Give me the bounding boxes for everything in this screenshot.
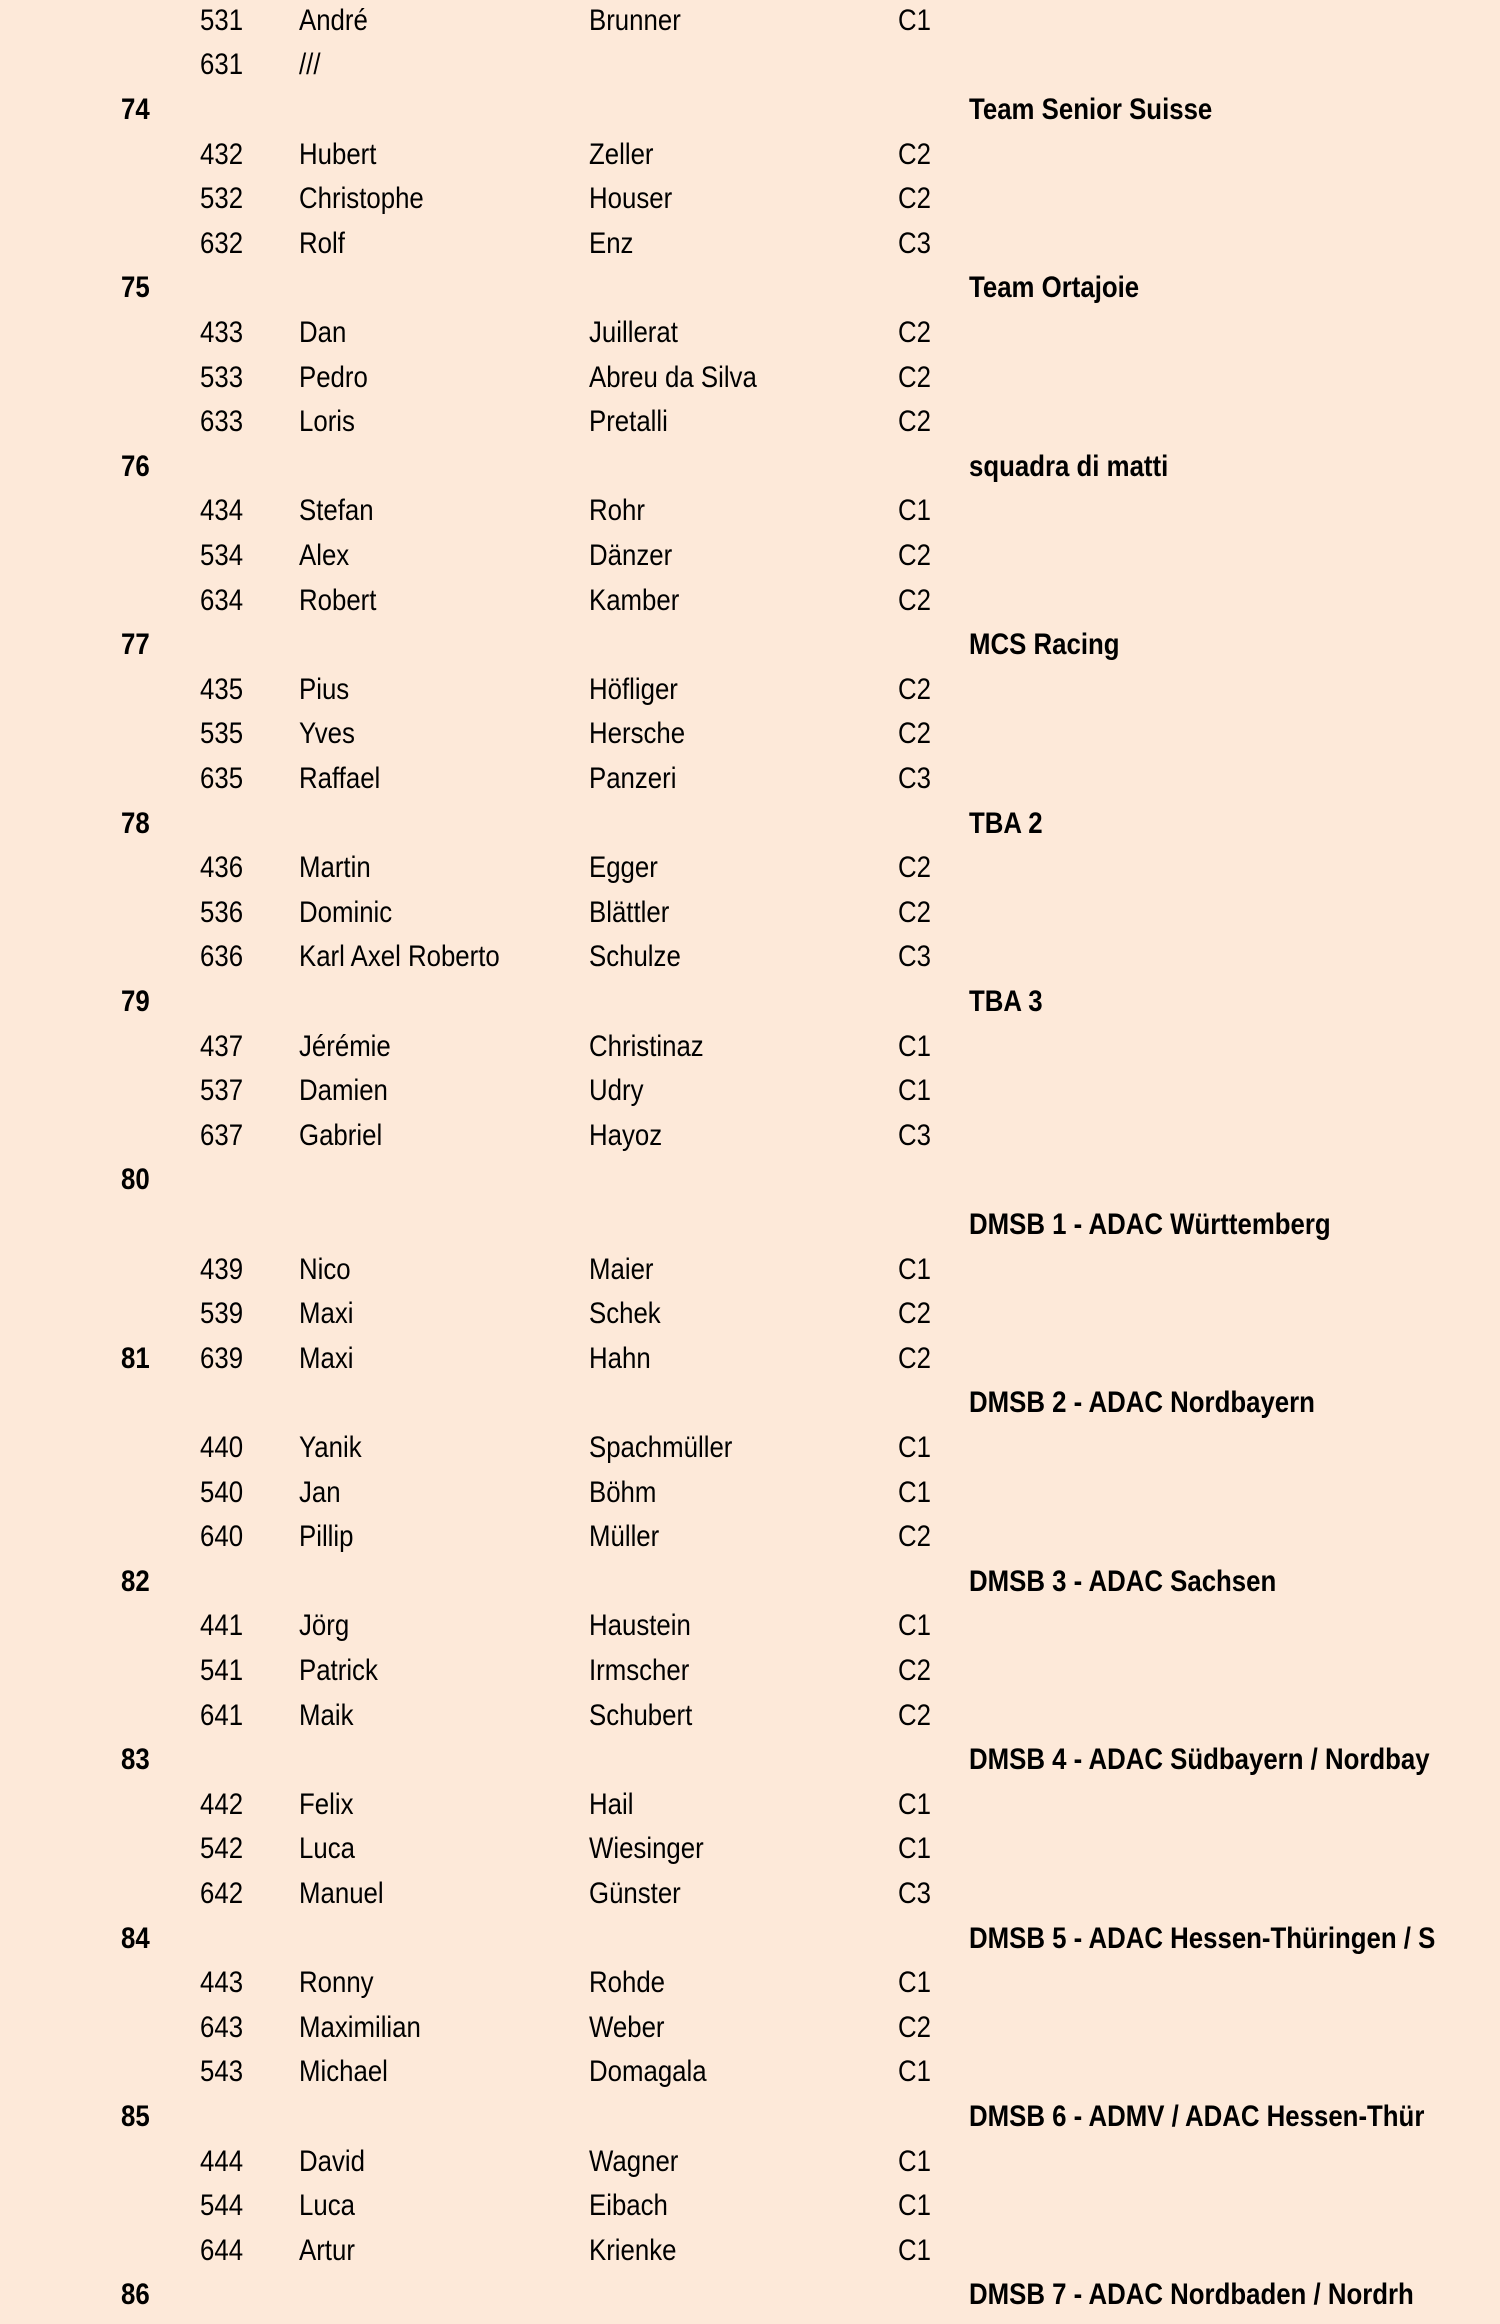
team-number: 83 [121, 1743, 150, 1777]
class-code: C2 [898, 405, 931, 439]
last-name: Weber [589, 2010, 665, 2044]
last-name: Juillerat [589, 315, 678, 349]
class-code: C2 [898, 1520, 931, 1554]
class-code: C1 [898, 2233, 931, 2267]
first-name: Luca [299, 2189, 355, 2223]
last-name: Müller [589, 1520, 660, 1554]
team-number: 77 [121, 628, 150, 662]
class-code: C2 [898, 315, 931, 349]
first-name: Raffael [299, 761, 381, 795]
first-name: Martin [299, 851, 371, 885]
last-name: Hahn [589, 1341, 651, 1375]
class-code: C3 [898, 226, 931, 260]
class-code: C1 [898, 1609, 931, 1643]
last-name: Kamber [589, 583, 680, 617]
class-code: C2 [898, 2010, 931, 2044]
last-name: Wiesinger [589, 1832, 704, 1866]
last-name: Zeller [589, 137, 654, 171]
roster-row [0, 489, 1500, 534]
team-name: squadra di matti [969, 449, 1169, 483]
bib-number: 641 [200, 1698, 244, 1732]
team-header-row [0, 266, 1500, 311]
team-name: MCS Racing [969, 628, 1120, 662]
team-name: Team Senior Suisse [969, 92, 1213, 126]
roster-row [0, 1649, 1500, 1694]
roster-row [0, 311, 1500, 356]
last-name: Böhm [589, 1475, 657, 1509]
roster-row [0, 935, 1500, 980]
bib-number: 444 [200, 2144, 244, 2178]
first-name: Maxi [299, 1341, 354, 1375]
bib-number: 644 [200, 2233, 244, 2267]
class-code: C2 [898, 360, 931, 394]
last-name: Dänzer [589, 538, 673, 572]
roster-row [0, 757, 1500, 802]
last-name: Christinaz [589, 1029, 704, 1063]
bib-number: 439 [200, 1252, 244, 1286]
first-name: Dan [299, 315, 347, 349]
class-code: C1 [898, 1966, 931, 2000]
class-code: C2 [898, 672, 931, 706]
class-code: C2 [898, 538, 931, 572]
first-name: Pedro [299, 360, 368, 394]
roster-row [0, 1114, 1500, 1159]
last-name: Egger [589, 851, 658, 885]
bib-number: 534 [200, 538, 244, 572]
last-name: Rohde [589, 1966, 666, 2000]
first-name: Nico [299, 1252, 351, 1286]
last-name: Höfliger [589, 672, 678, 706]
class-code: C2 [898, 583, 931, 617]
team-header-row [0, 2273, 1500, 2318]
class-code: C3 [898, 1118, 931, 1152]
first-name: Damien [299, 1074, 388, 1108]
first-name: Rolf [299, 226, 345, 260]
last-name: Houser [589, 182, 673, 216]
roster-row [0, 2184, 1500, 2229]
bib-number: 631 [200, 48, 244, 82]
last-name: Maier [589, 1252, 654, 1286]
first-name: Gabriel [299, 1118, 383, 1152]
bib-number: 436 [200, 851, 244, 885]
team-header-row [0, 88, 1500, 133]
last-name: Enz [589, 226, 634, 260]
roster-row [0, 1069, 1500, 1114]
roster-row [0, 2006, 1500, 2051]
first-name: Ronny [299, 1966, 374, 2000]
first-name: Jörg [299, 1609, 350, 1643]
last-name: Brunner [589, 3, 681, 37]
bib-number: 632 [200, 226, 244, 260]
roster-row [0, 1961, 1500, 2006]
last-name: Irmscher [589, 1653, 690, 1687]
class-code: C1 [898, 1475, 931, 1509]
roster-row [0, 43, 1500, 88]
first-name: Robert [299, 583, 377, 617]
first-name: Luca [299, 1832, 355, 1866]
bib-number: 533 [200, 360, 244, 394]
bib-number: 640 [200, 1520, 244, 1554]
bib-number: 542 [200, 1832, 244, 1866]
team-header-row [0, 980, 1500, 1025]
bib-number: 544 [200, 2189, 244, 2223]
roster-row [0, 1694, 1500, 1739]
team-name: DMSB 3 - ADAC Sachsen [969, 1564, 1277, 1598]
bib-number: 541 [200, 1653, 244, 1687]
team-number: 82 [121, 1564, 150, 1598]
first-name: Christophe [299, 182, 424, 216]
class-code: C2 [898, 1297, 931, 1331]
bib-number: 633 [200, 405, 244, 439]
team-name: DMSB 7 - ADAC Nordbaden / Nordrh [969, 2278, 1414, 2312]
bib-number: 543 [200, 2055, 244, 2089]
first-name: Yves [299, 717, 355, 751]
first-name: Hubert [299, 137, 377, 171]
first-name: Manuel [299, 1876, 384, 1910]
team-number: 84 [121, 1921, 150, 1955]
team-number: 79 [121, 984, 150, 1018]
bib-number: 435 [200, 672, 244, 706]
class-code: C2 [898, 1698, 931, 1732]
last-name: Udry [589, 1074, 644, 1108]
team-name: TBA 3 [969, 984, 1043, 1018]
team-number: 85 [121, 2099, 150, 2133]
first-name: Jan [299, 1475, 341, 1509]
class-code: C2 [898, 182, 931, 216]
first-name: André [299, 3, 368, 37]
class-code: C1 [898, 2144, 931, 2178]
class-code: C1 [898, 1430, 931, 1464]
roster-row [0, 712, 1500, 757]
class-code: C1 [898, 2189, 931, 2223]
class-code: C2 [898, 717, 931, 751]
roster-row [0, 1248, 1500, 1293]
bib-number: 432 [200, 137, 244, 171]
bib-number: 639 [200, 1341, 244, 1375]
bib-number: 643 [200, 2010, 244, 2044]
roster-row [0, 133, 1500, 178]
class-code: C1 [898, 2055, 931, 2089]
bib-number: 443 [200, 1966, 244, 2000]
first-name: Maximilian [299, 2010, 421, 2044]
last-name: Pretalli [589, 405, 668, 439]
roster-row [0, 1292, 1500, 1337]
team-header-row [0, 2095, 1500, 2140]
team-number: 78 [121, 806, 150, 840]
bib-number: 441 [200, 1609, 244, 1643]
bib-number: 536 [200, 895, 244, 929]
class-code: C1 [898, 1252, 931, 1286]
roster-row [0, 400, 1500, 445]
first-name: Pius [299, 672, 350, 706]
class-code: C3 [898, 761, 931, 795]
roster-row [0, 2050, 1500, 2095]
last-name: Blättler [589, 895, 670, 929]
team-name: Team Ortajoie [969, 271, 1140, 305]
roster-row [0, 1515, 1500, 1560]
bib-number: 440 [200, 1430, 244, 1464]
roster-row [0, 0, 1500, 43]
team-header-row [0, 1738, 1500, 1783]
first-name: Felix [299, 1787, 354, 1821]
first-name: Pillip [299, 1520, 354, 1554]
roster-row [0, 1337, 1500, 1382]
team-header-row [0, 1203, 1500, 1248]
team-name: DMSB 1 - ADAC Württemberg [969, 1207, 1331, 1241]
team-name: DMSB 4 - ADAC Südbayern / Nordbay [969, 1743, 1430, 1777]
first-name: Stefan [299, 494, 374, 528]
bib-number: 437 [200, 1029, 244, 1063]
roster-row [0, 668, 1500, 713]
roster-row [0, 356, 1500, 401]
roster-row [0, 891, 1500, 936]
roster-row [0, 846, 1500, 891]
class-code: C2 [898, 895, 931, 929]
roster-row [0, 1025, 1500, 1070]
team-header-row [0, 802, 1500, 847]
roster-row [0, 1426, 1500, 1471]
team-name: TBA 2 [969, 806, 1043, 840]
first-name: Maik [299, 1698, 354, 1732]
roster-row [0, 1604, 1500, 1649]
first-name: Karl Axel Roberto [299, 940, 500, 974]
class-code: C1 [898, 1029, 931, 1063]
team-name: DMSB 2 - ADAC Nordbayern [969, 1386, 1315, 1420]
team-number: 74 [121, 92, 150, 126]
last-name: Haustein [589, 1609, 691, 1643]
last-name: Rohr [589, 494, 645, 528]
first-name: Artur [299, 2233, 355, 2267]
roster-row [0, 1872, 1500, 1917]
bib-number: 442 [200, 1787, 244, 1821]
bib-number: 535 [200, 717, 244, 751]
team-number: 75 [121, 271, 150, 305]
roster-row [0, 534, 1500, 579]
bib-number: 540 [200, 1475, 244, 1509]
last-name: Abreu da Silva [589, 360, 757, 394]
bib-number: 434 [200, 494, 244, 528]
last-name: Schubert [589, 1698, 693, 1732]
class-code: C1 [898, 1787, 931, 1821]
bib-number: 433 [200, 315, 244, 349]
team-number: 86 [121, 2278, 150, 2312]
last-name: Domagala [589, 2055, 707, 2089]
class-code: C1 [898, 1074, 931, 1108]
first-name: /// [299, 48, 321, 82]
bib-number: 636 [200, 940, 244, 974]
last-name: Panzeri [589, 761, 677, 795]
first-name: Patrick [299, 1653, 378, 1687]
roster-row [0, 2140, 1500, 2185]
last-name: Hail [589, 1787, 634, 1821]
class-code: C3 [898, 940, 931, 974]
first-name: Alex [299, 538, 350, 572]
class-code: C2 [898, 851, 931, 885]
last-name: Schulze [589, 940, 681, 974]
bib-number: 537 [200, 1074, 244, 1108]
bib-number: 531 [200, 3, 244, 37]
team-number: 81 [121, 1341, 150, 1375]
first-name: Dominic [299, 895, 393, 929]
first-name: Yanik [299, 1430, 362, 1464]
roster-row [0, 1158, 1500, 1203]
bib-number: 635 [200, 761, 244, 795]
last-name: Eibach [589, 2189, 668, 2223]
roster-row [0, 1783, 1500, 1828]
team-number: 80 [121, 1163, 150, 1197]
first-name: Michael [299, 2055, 388, 2089]
team-name: DMSB 6 - ADMV / ADAC Hessen-Thür [969, 2099, 1425, 2133]
roster-row [0, 1471, 1500, 1516]
team-header-row [0, 1917, 1500, 1962]
bib-number: 532 [200, 182, 244, 216]
team-header-row [0, 623, 1500, 668]
team-number: 76 [121, 449, 150, 483]
bib-number: 642 [200, 1876, 244, 1910]
team-name: DMSB 5 - ADAC Hessen-Thüringen / S [969, 1921, 1436, 1955]
last-name: Wagner [589, 2144, 679, 2178]
roster-row [0, 579, 1500, 624]
class-code: C1 [898, 494, 931, 528]
bib-number: 539 [200, 1297, 244, 1331]
class-code: C3 [898, 1876, 931, 1910]
first-name: Maxi [299, 1297, 354, 1331]
class-code: C1 [898, 3, 931, 37]
team-header-row [0, 1560, 1500, 1605]
class-code: C2 [898, 1341, 931, 1375]
roster-row [0, 1827, 1500, 1872]
bib-number: 634 [200, 583, 244, 617]
roster-row [0, 177, 1500, 222]
first-name: Jérémie [299, 1029, 391, 1063]
class-code: C1 [898, 1832, 931, 1866]
first-name: David [299, 2144, 365, 2178]
team-header-row [0, 1381, 1500, 1426]
roster-row [0, 2229, 1500, 2274]
class-code: C2 [898, 137, 931, 171]
bib-number: 637 [200, 1118, 244, 1152]
last-name: Hersche [589, 717, 686, 751]
last-name: Spachmüller [589, 1430, 733, 1464]
last-name: Schek [589, 1297, 661, 1331]
last-name: Krienke [589, 2233, 677, 2267]
last-name: Günster [589, 1876, 681, 1910]
roster-row [0, 222, 1500, 267]
class-code: C2 [898, 1653, 931, 1687]
last-name: Hayoz [589, 1118, 663, 1152]
first-name: Loris [299, 405, 355, 439]
team-header-row [0, 445, 1500, 490]
